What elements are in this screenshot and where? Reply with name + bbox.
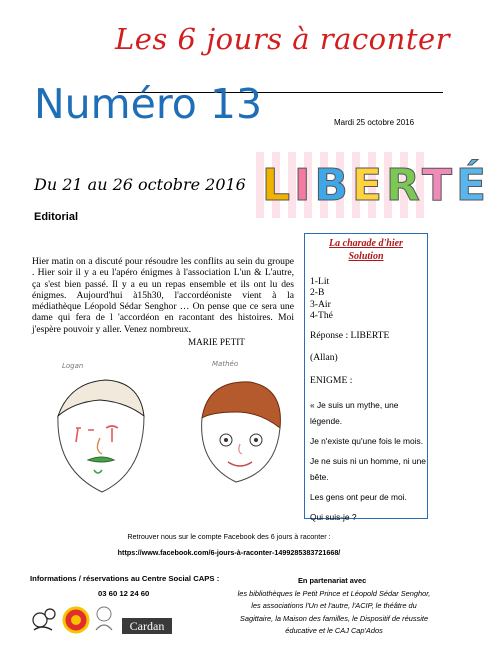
caps-logo-icon bbox=[33, 609, 55, 630]
charade-title: La charade d'hier bbox=[329, 238, 403, 249]
enigme-label: ENIGME : bbox=[310, 375, 353, 386]
enigme-text bbox=[310, 397, 428, 529]
phone-number: 03 60 12 24 60 bbox=[98, 589, 150, 598]
drawing-label-right: Mathéo bbox=[212, 360, 239, 368]
riddle-line: Je n'existe qu'une fois le mois. bbox=[310, 436, 424, 446]
charade-answer: 1-Lit bbox=[310, 276, 330, 287]
editorial-body: Hier matin on a discuté pour résoudre les conflits au sein du groupe . Hier soir il y a eu l'apéro énigmes à l'association L'un & L'autre, ça s'est bien passé. Il y a eu un repas ensemble et ils ont lu des énigmes. Aujourd'hui à15h30, l'accordéoniste vient à la médiathèque Léopold Sédar Senghor … On pense que ce sera une dame qui fera de l 'accordéon en racontant des histoires. Moi j'espère pouvoir y aller. Venez nombreux. bbox=[32, 256, 294, 335]
liberte-letter: B bbox=[314, 160, 352, 211]
liberte-letter: L bbox=[262, 160, 295, 211]
info-heading: Informations / réservations au Centre Social CAPS : bbox=[30, 574, 220, 583]
charade-sidebar bbox=[304, 233, 428, 522]
charade-solution-label: Solution bbox=[348, 251, 384, 262]
drawing-label-left: Logan bbox=[62, 362, 84, 370]
editorial-author: MARIE PETIT bbox=[188, 337, 245, 347]
liberte-letter: É bbox=[455, 160, 490, 211]
facebook-invite-text: Retrouver nous sur le compte Facebook des 6 jours à raconter : bbox=[127, 532, 331, 541]
children-drawing-image bbox=[40, 352, 296, 504]
facebook-link[interactable]: https://www.facebook.com/6-jours-à-raconter-1499285383721668/ bbox=[117, 548, 341, 557]
riddle-line: Qui suis-je ? bbox=[310, 512, 357, 522]
liberte-letter: I bbox=[294, 160, 315, 211]
charade-reponse: Réponse : LIBERTE bbox=[310, 330, 390, 341]
liberte-letter: R bbox=[386, 160, 422, 211]
issue-number: Numéro 13 bbox=[34, 80, 263, 128]
charade-answers bbox=[310, 276, 333, 322]
acip-logo-icon bbox=[96, 607, 112, 630]
cap-ados-logo-icon bbox=[64, 608, 88, 632]
face-left bbox=[58, 380, 144, 492]
partner-list: les bibliothèques le Petit Prince et Léopold Sédar Senghor, les associations l'Un et l'autre, l'ACIP, le théâtre du Sagittaire, la Maison des familles, le Dispositif de réussite éducative et le CAJ Cap'Ados bbox=[237, 589, 431, 635]
cardan-logo: Cardan bbox=[122, 618, 172, 634]
charade-author: (Allan) bbox=[310, 352, 338, 363]
masthead-title: Les 6 jours à raconter bbox=[115, 22, 450, 56]
charade-answer: 2-B bbox=[310, 287, 325, 299]
riddle-line: « Je suis un mythe, une légende. bbox=[310, 400, 399, 426]
liberte-banner-word bbox=[262, 160, 490, 211]
riddle-line: Je ne suis ni un homme, ni une bête. bbox=[310, 456, 426, 482]
issue-date: Mardi 25 octobre 2016 bbox=[334, 118, 415, 127]
charade-answer: 3-Air bbox=[310, 298, 331, 310]
face-right bbox=[202, 382, 281, 482]
riddle-line: Les gens ont peur de moi. bbox=[310, 492, 407, 502]
editorial-heading: Editorial bbox=[34, 211, 79, 223]
liberte-letter: T bbox=[421, 160, 456, 211]
liberte-letter: E bbox=[351, 160, 387, 211]
dates-range: Du 21 au 26 octobre 2016 bbox=[34, 175, 246, 194]
partner-heading: En partenariat avec bbox=[298, 576, 367, 585]
charade-answer: 4-Thé bbox=[310, 310, 333, 322]
